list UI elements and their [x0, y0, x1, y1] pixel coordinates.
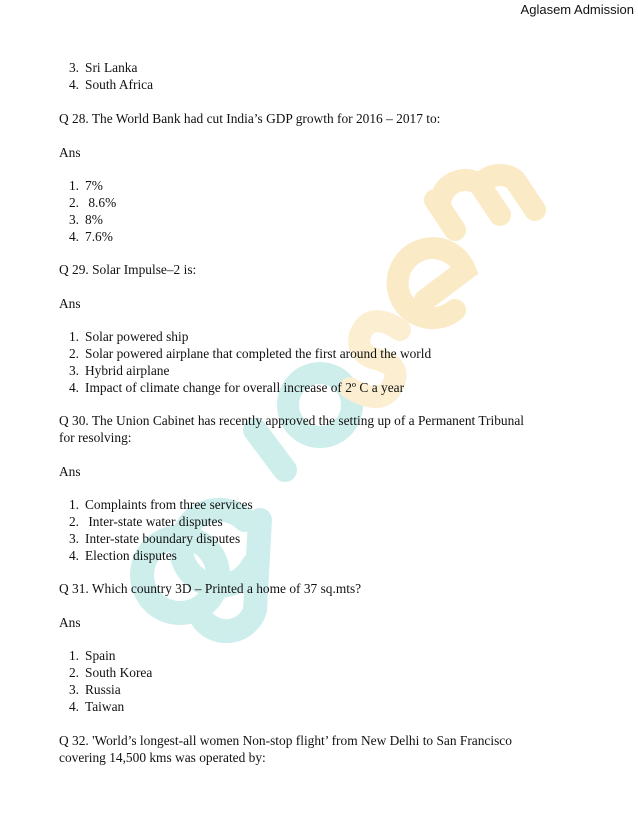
list-item: 1. Spain — [68, 648, 116, 663]
list-item: 4. Impact of climate change for overall increase of 2º C a year — [68, 380, 405, 395]
list-item: 2. 8.6% — [68, 195, 117, 210]
question-31: Q 31. Which country 3D – Printed a home of 37 sq.mts? — [59, 581, 362, 596]
list-item: 4. 7.6% — [68, 229, 113, 244]
list-item: 3. 8% — [68, 212, 103, 227]
list-item: 4. Taiwan — [68, 699, 125, 714]
list-item: 3. Hybrid airplane — [68, 363, 170, 378]
list-item: 2. Solar powered airplane that completed the first around the world — [68, 346, 432, 361]
question-28: Q 28. The World Bank had cut India’s GDP growth for 2016 – 2017 to: — [59, 111, 441, 126]
answer-label: Ans — [59, 296, 81, 311]
watermark-letter-m — [435, 175, 535, 230]
list-item: 1. Complaints from three services — [68, 497, 253, 512]
question-32-cont: covering 14,500 kms was operated by: — [59, 750, 266, 765]
answer-label: Ans — [59, 615, 81, 630]
list-item: 3. Russia — [68, 682, 121, 697]
question-32: Q 32. 'World’s longest-all women Non-stop flight’ from New Delhi to San Francisco — [59, 733, 512, 748]
question-30-cont: for resolving: — [59, 430, 132, 445]
list-item: 4. Election disputes — [68, 548, 177, 563]
list-item: 2. South Korea — [68, 665, 153, 680]
list-item: 3. Inter-state boundary disputes — [68, 531, 241, 546]
question-30: Q 30. The Union Cabinet has recently approved the setting up of a Permanent Tribunal — [59, 413, 524, 428]
header-brand: Aglasem Admission — [520, 2, 634, 17]
answer-label: Ans — [59, 145, 81, 160]
list-item: 1. Solar powered ship — [68, 329, 189, 344]
list-item: 1. 7% — [68, 178, 103, 193]
watermark-letter-l — [255, 430, 285, 470]
list-item: 4. South Africa — [68, 77, 154, 92]
question-29: Q 29. Solar Impulse–2 is: — [59, 262, 197, 277]
list-item: 2. Inter-state water disputes — [68, 514, 223, 529]
watermark-letter-e — [398, 248, 465, 318]
answer-label: Ans — [59, 464, 81, 479]
list-item: 3. Sri Lanka — [68, 60, 138, 75]
